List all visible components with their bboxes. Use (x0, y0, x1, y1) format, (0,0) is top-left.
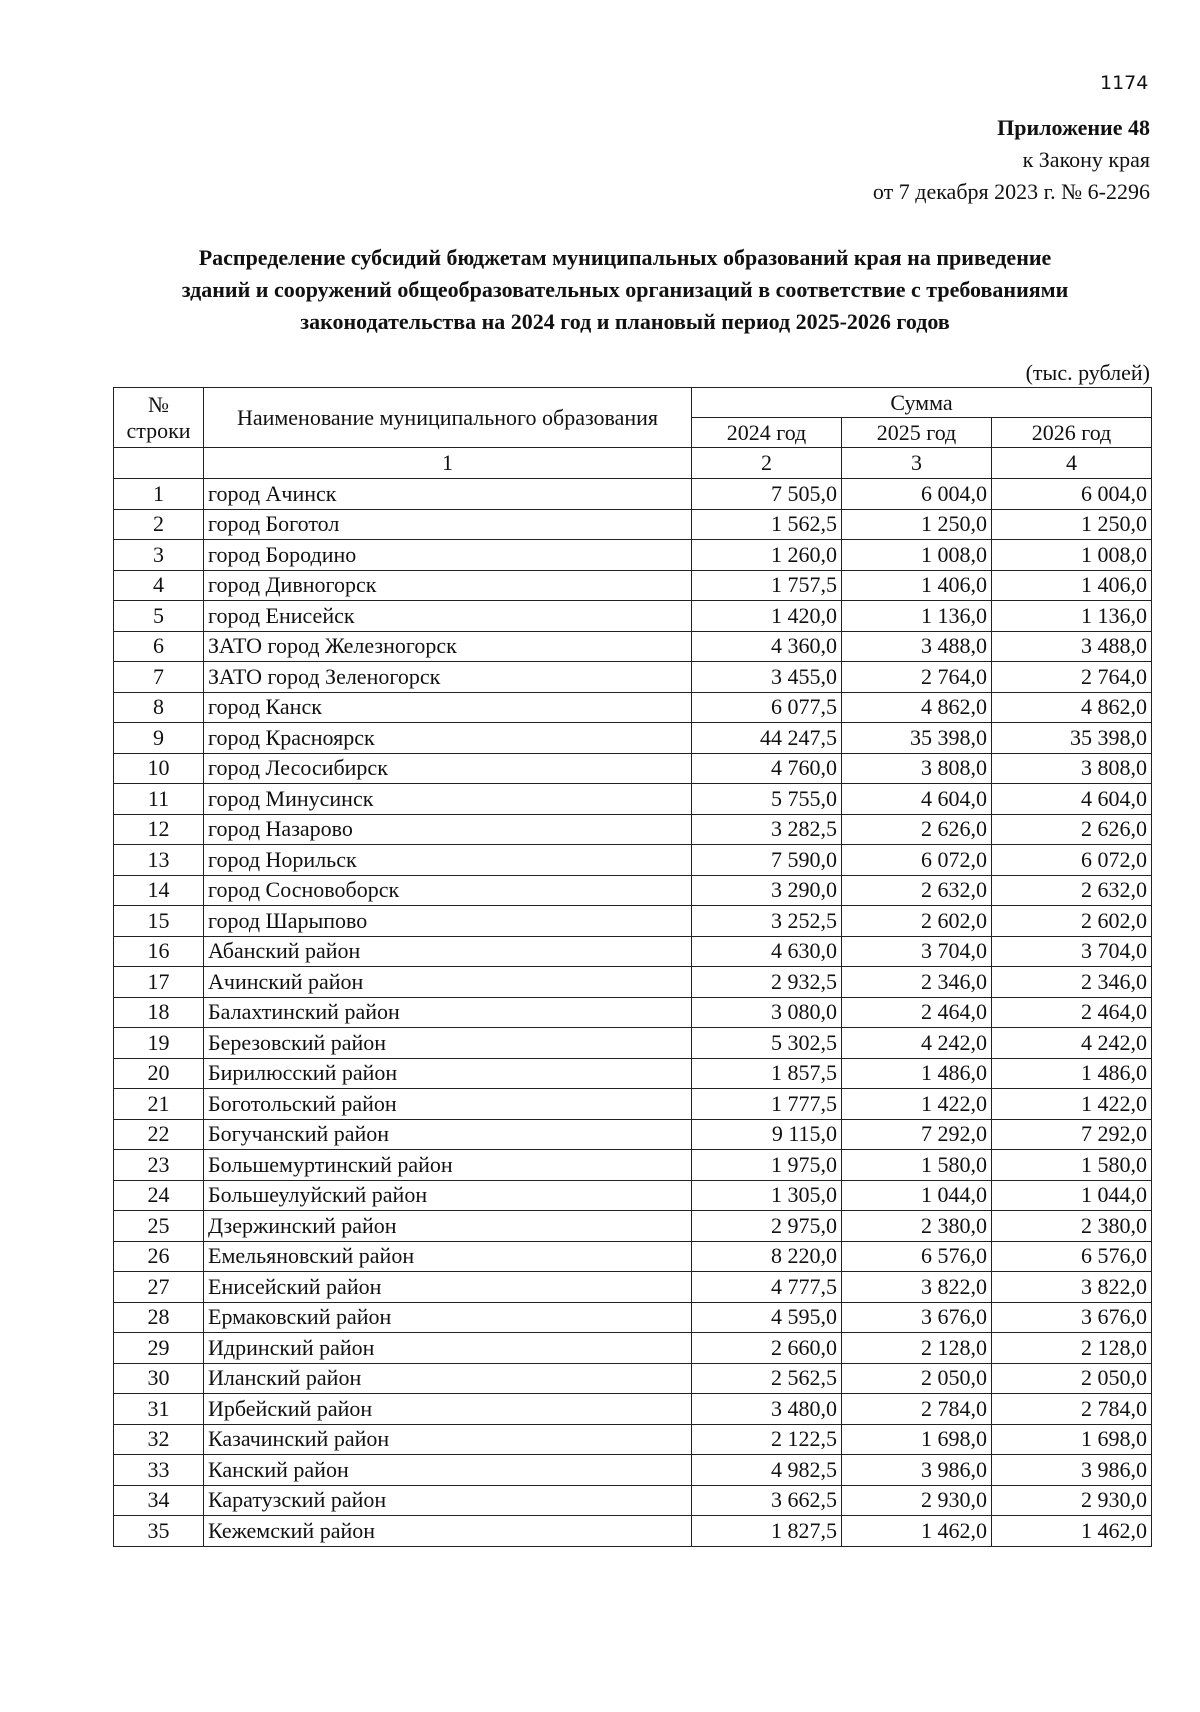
row-2024-cell: 9 115,0 (692, 1119, 842, 1150)
row-number-cell: 13 (114, 845, 204, 876)
row-number-cell: 22 (114, 1119, 204, 1150)
row-2024-cell: 2 975,0 (692, 1211, 842, 1242)
table-row (114, 601, 1152, 632)
row-2026-cell: 3 704,0 (992, 936, 1152, 967)
row-2025-cell: 1 406,0 (842, 570, 992, 601)
row-name-cell: ЗАТО город Зеленогорск (204, 662, 692, 693)
table-row (114, 967, 1152, 998)
row-name-cell: Бирилюсский район (204, 1058, 692, 1089)
row-2024-cell: 3 252,5 (692, 906, 842, 937)
row-2025-cell: 4 604,0 (842, 784, 992, 815)
row-name-cell: город Сосновоборск (204, 875, 692, 906)
row-2025-cell: 1 486,0 (842, 1058, 992, 1089)
row-name-cell: город Шарыпово (204, 906, 692, 937)
row-number-cell: 2 (114, 509, 204, 540)
row-2025-cell: 2 626,0 (842, 814, 992, 845)
index-cell: 4 (992, 448, 1152, 479)
row-name-cell: Березовский район (204, 1028, 692, 1059)
table-row (114, 1150, 1152, 1181)
table-row (114, 1119, 1152, 1150)
row-2025-cell: 2 632,0 (842, 875, 992, 906)
row-2024-cell: 4 777,5 (692, 1272, 842, 1303)
table-row (114, 1333, 1152, 1364)
table-row (114, 1424, 1152, 1455)
row-name-cell: Большемуртинский район (204, 1150, 692, 1181)
row-name-cell: Емельяновский район (204, 1241, 692, 1272)
row-number-cell: 15 (114, 906, 204, 937)
row-number-cell: 12 (114, 814, 204, 845)
row-2026-cell: 2 050,0 (992, 1363, 1152, 1394)
header-name: Наименование муниципального образования (204, 388, 692, 448)
row-name-cell: город Минусинск (204, 784, 692, 815)
table-row (114, 479, 1152, 510)
row-2026-cell: 2 380,0 (992, 1211, 1152, 1242)
row-number-cell: 29 (114, 1333, 204, 1364)
row-2026-cell: 1 044,0 (992, 1180, 1152, 1211)
table-row (114, 814, 1152, 845)
row-2025-cell: 2 464,0 (842, 997, 992, 1028)
row-2024-cell: 1 777,5 (692, 1089, 842, 1120)
row-2025-cell: 1 044,0 (842, 1180, 992, 1211)
row-number-cell: 9 (114, 723, 204, 754)
table-row (114, 1485, 1152, 1516)
page-number: 1174 (1100, 72, 1149, 94)
row-number-cell: 26 (114, 1241, 204, 1272)
row-2026-cell: 3 986,0 (992, 1455, 1152, 1486)
row-number-cell: 1 (114, 479, 204, 510)
row-2026-cell: 1 136,0 (992, 601, 1152, 632)
row-2025-cell: 2 128,0 (842, 1333, 992, 1364)
row-name-cell: город Бородино (204, 540, 692, 571)
row-2024-cell: 3 080,0 (692, 997, 842, 1028)
table-row (114, 1302, 1152, 1333)
table-row (114, 1180, 1152, 1211)
row-2024-cell: 5 302,5 (692, 1028, 842, 1059)
row-2026-cell: 3 822,0 (992, 1272, 1152, 1303)
row-name-cell: Казачинский район (204, 1424, 692, 1455)
table-row (114, 662, 1152, 693)
row-2026-cell: 1 422,0 (992, 1089, 1152, 1120)
row-2025-cell: 35 398,0 (842, 723, 992, 754)
row-2024-cell: 7 590,0 (692, 845, 842, 876)
row-2025-cell: 3 822,0 (842, 1272, 992, 1303)
row-2024-cell: 3 455,0 (692, 662, 842, 693)
header-2024: 2024 год (692, 418, 842, 448)
row-2024-cell: 4 760,0 (692, 753, 842, 784)
table-row (114, 1363, 1152, 1394)
table-row (114, 1058, 1152, 1089)
row-2025-cell: 2 930,0 (842, 1485, 992, 1516)
row-2025-cell: 1 698,0 (842, 1424, 992, 1455)
title-line: законодательства на 2024 год и плановый период 2025-2026 годов (300, 309, 950, 334)
table-row (114, 692, 1152, 723)
row-2024-cell: 44 247,5 (692, 723, 842, 754)
table-row (114, 997, 1152, 1028)
table-row (114, 875, 1152, 906)
header-2025: 2025 год (842, 418, 992, 448)
row-2025-cell: 6 004,0 (842, 479, 992, 510)
row-2026-cell: 2 602,0 (992, 906, 1152, 937)
row-2025-cell: 3 808,0 (842, 753, 992, 784)
row-2026-cell: 2 784,0 (992, 1394, 1152, 1425)
table-row (114, 845, 1152, 876)
row-name-cell: ЗАТО город Железногорск (204, 631, 692, 662)
row-number-cell: 19 (114, 1028, 204, 1059)
row-number-cell: 31 (114, 1394, 204, 1425)
row-2024-cell: 4 595,0 (692, 1302, 842, 1333)
row-name-cell: Балахтинский район (204, 997, 692, 1028)
row-2024-cell: 6 077,5 (692, 692, 842, 723)
row-name-cell: Ачинский район (204, 967, 692, 998)
row-2025-cell: 2 764,0 (842, 662, 992, 693)
row-2026-cell: 2 128,0 (992, 1333, 1152, 1364)
row-2026-cell: 4 242,0 (992, 1028, 1152, 1059)
row-number-cell: 10 (114, 753, 204, 784)
row-name-cell: город Канск (204, 692, 692, 723)
index-cell (114, 448, 204, 479)
row-2025-cell: 3 986,0 (842, 1455, 992, 1486)
row-2025-cell: 3 704,0 (842, 936, 992, 967)
row-2024-cell: 4 982,5 (692, 1455, 842, 1486)
title-line: зданий и сооружений общеобразовательных организаций в соответствие с требованиями (181, 277, 1069, 302)
row-name-cell: город Лесосибирск (204, 753, 692, 784)
row-2025-cell: 3 676,0 (842, 1302, 992, 1333)
table-row (114, 1394, 1152, 1425)
row-number-cell: 16 (114, 936, 204, 967)
table-row (114, 784, 1152, 815)
row-2026-cell: 6 576,0 (992, 1241, 1152, 1272)
row-2025-cell: 1 580,0 (842, 1150, 992, 1181)
row-2026-cell: 1 462,0 (992, 1516, 1152, 1547)
row-2024-cell: 2 660,0 (692, 1333, 842, 1364)
row-2024-cell: 4 630,0 (692, 936, 842, 967)
header-no (114, 388, 204, 448)
row-2024-cell: 1 757,5 (692, 570, 842, 601)
header-no-label: строки (126, 417, 191, 443)
row-2024-cell: 1 305,0 (692, 1180, 842, 1211)
table-row (114, 936, 1152, 967)
row-2026-cell: 1 250,0 (992, 509, 1152, 540)
row-number-cell: 25 (114, 1211, 204, 1242)
row-2024-cell: 3 480,0 (692, 1394, 842, 1425)
row-name-cell: Иланский район (204, 1363, 692, 1394)
row-2026-cell: 4 604,0 (992, 784, 1152, 815)
row-2025-cell: 1 422,0 (842, 1089, 992, 1120)
title-line: Распределение субсидий бюджетам муниципальных образований края на приведение (198, 245, 1052, 270)
row-number-cell: 33 (114, 1455, 204, 1486)
appendix-law: к Закону края (1022, 147, 1150, 172)
row-name-cell: город Дивногорск (204, 570, 692, 601)
row-number-cell: 7 (114, 662, 204, 693)
row-2024-cell: 1 420,0 (692, 601, 842, 632)
row-2026-cell: 2 632,0 (992, 875, 1152, 906)
row-name-cell: город Норильск (204, 845, 692, 876)
row-name-cell: Енисейский район (204, 1272, 692, 1303)
index-cell: 3 (842, 448, 992, 479)
table-row (114, 1241, 1152, 1272)
row-2025-cell: 4 242,0 (842, 1028, 992, 1059)
index-cell: 2 (692, 448, 842, 479)
row-2024-cell: 8 220,0 (692, 1241, 842, 1272)
table-row (114, 1089, 1152, 1120)
row-2026-cell: 35 398,0 (992, 723, 1152, 754)
row-number-cell: 35 (114, 1516, 204, 1547)
table-row (114, 723, 1152, 754)
table-row (114, 631, 1152, 662)
row-number-cell: 18 (114, 997, 204, 1028)
row-name-cell: Большеулуйский район (204, 1180, 692, 1211)
row-number-cell: 20 (114, 1058, 204, 1089)
row-number-cell: 27 (114, 1272, 204, 1303)
row-2026-cell: 1 008,0 (992, 540, 1152, 571)
row-number-cell: 11 (114, 784, 204, 815)
row-2025-cell: 2 602,0 (842, 906, 992, 937)
table-row (114, 1516, 1152, 1547)
appendix-block (873, 112, 1150, 208)
row-2025-cell: 6 072,0 (842, 845, 992, 876)
row-2025-cell: 2 380,0 (842, 1211, 992, 1242)
row-2026-cell: 1 406,0 (992, 570, 1152, 601)
row-2024-cell: 2 122,5 (692, 1424, 842, 1455)
row-2025-cell: 7 292,0 (842, 1119, 992, 1150)
row-2025-cell: 3 488,0 (842, 631, 992, 662)
row-2026-cell: 6 004,0 (992, 479, 1152, 510)
row-2024-cell: 3 662,5 (692, 1485, 842, 1516)
table-row (114, 509, 1152, 540)
row-2024-cell: 3 290,0 (692, 875, 842, 906)
appendix-date: от 7 декабря 2023 г. № 6-2296 (872, 179, 1150, 204)
table-row (114, 1028, 1152, 1059)
row-name-cell: Каратузский район (204, 1485, 692, 1516)
index-cell: 1 (204, 448, 692, 479)
row-2026-cell: 2 764,0 (992, 662, 1152, 693)
row-name-cell: Абанский район (204, 936, 692, 967)
row-number-cell: 8 (114, 692, 204, 723)
row-2024-cell: 2 932,5 (692, 967, 842, 998)
row-number-cell: 21 (114, 1089, 204, 1120)
row-2024-cell: 1 975,0 (692, 1150, 842, 1181)
header-2026: 2026 год (992, 418, 1152, 448)
row-name-cell: город Боготол (204, 509, 692, 540)
row-name-cell: Идринский район (204, 1333, 692, 1364)
row-2026-cell: 4 862,0 (992, 692, 1152, 723)
row-2026-cell: 1 580,0 (992, 1150, 1152, 1181)
row-2024-cell: 3 282,5 (692, 814, 842, 845)
row-2025-cell: 1 008,0 (842, 540, 992, 571)
row-number-cell: 28 (114, 1302, 204, 1333)
row-2024-cell: 1 827,5 (692, 1516, 842, 1547)
row-name-cell: Богучанский район (204, 1119, 692, 1150)
appendix-title: Приложение 48 (997, 115, 1150, 140)
row-name-cell: Боготольский район (204, 1089, 692, 1120)
row-2026-cell: 2 464,0 (992, 997, 1152, 1028)
header-sum: Сумма (692, 388, 1152, 418)
table-row (114, 540, 1152, 571)
index-row (114, 448, 1152, 479)
row-2026-cell: 7 292,0 (992, 1119, 1152, 1150)
row-name-cell: Канский район (204, 1455, 692, 1486)
row-2024-cell: 4 360,0 (692, 631, 842, 662)
row-number-cell: 3 (114, 540, 204, 571)
row-name-cell: Ермаковский район (204, 1302, 692, 1333)
row-2026-cell: 3 488,0 (992, 631, 1152, 662)
row-number-cell: 6 (114, 631, 204, 662)
row-2025-cell: 2 050,0 (842, 1363, 992, 1394)
row-2025-cell: 2 346,0 (842, 967, 992, 998)
row-name-cell: город Енисейск (204, 601, 692, 632)
header-row (114, 388, 1152, 418)
row-2026-cell: 1 698,0 (992, 1424, 1152, 1455)
row-2025-cell: 1 136,0 (842, 601, 992, 632)
row-2024-cell: 1 260,0 (692, 540, 842, 571)
row-2026-cell: 3 676,0 (992, 1302, 1152, 1333)
row-2025-cell: 6 576,0 (842, 1241, 992, 1272)
row-2024-cell: 1 562,5 (692, 509, 842, 540)
subsidy-table (113, 387, 1152, 1547)
table-row (114, 1272, 1152, 1303)
row-number-cell: 30 (114, 1363, 204, 1394)
row-2026-cell: 3 808,0 (992, 753, 1152, 784)
row-number-cell: 34 (114, 1485, 204, 1516)
row-number-cell: 14 (114, 875, 204, 906)
row-number-cell: 32 (114, 1424, 204, 1455)
header-no-symbol: № (148, 391, 169, 417)
row-number-cell: 17 (114, 967, 204, 998)
table-row (114, 570, 1152, 601)
row-2024-cell: 2 562,5 (692, 1363, 842, 1394)
row-2025-cell: 1 250,0 (842, 509, 992, 540)
row-2024-cell: 5 755,0 (692, 784, 842, 815)
row-name-cell: город Ачинск (204, 479, 692, 510)
row-name-cell: Кежемский район (204, 1516, 692, 1547)
unit-label: (тыс. рублей) (1025, 360, 1150, 385)
table-row (114, 906, 1152, 937)
row-2026-cell: 2 930,0 (992, 1485, 1152, 1516)
row-number-cell: 23 (114, 1150, 204, 1181)
row-2025-cell: 1 462,0 (842, 1516, 992, 1547)
row-2026-cell: 6 072,0 (992, 845, 1152, 876)
table-row (114, 1211, 1152, 1242)
document-title (100, 242, 1150, 338)
row-number-cell: 4 (114, 570, 204, 601)
row-number-cell: 5 (114, 601, 204, 632)
row-2024-cell: 1 857,5 (692, 1058, 842, 1089)
row-name-cell: город Назарово (204, 814, 692, 845)
row-name-cell: Ирбейский район (204, 1394, 692, 1425)
row-2025-cell: 4 862,0 (842, 692, 992, 723)
row-2025-cell: 2 784,0 (842, 1394, 992, 1425)
row-name-cell: Дзержинский район (204, 1211, 692, 1242)
row-2026-cell: 2 626,0 (992, 814, 1152, 845)
row-2024-cell: 7 505,0 (692, 479, 842, 510)
row-name-cell: город Красноярск (204, 723, 692, 754)
table-row (114, 753, 1152, 784)
table-row (114, 1455, 1152, 1486)
row-2026-cell: 2 346,0 (992, 967, 1152, 998)
row-2026-cell: 1 486,0 (992, 1058, 1152, 1089)
row-number-cell: 24 (114, 1180, 204, 1211)
